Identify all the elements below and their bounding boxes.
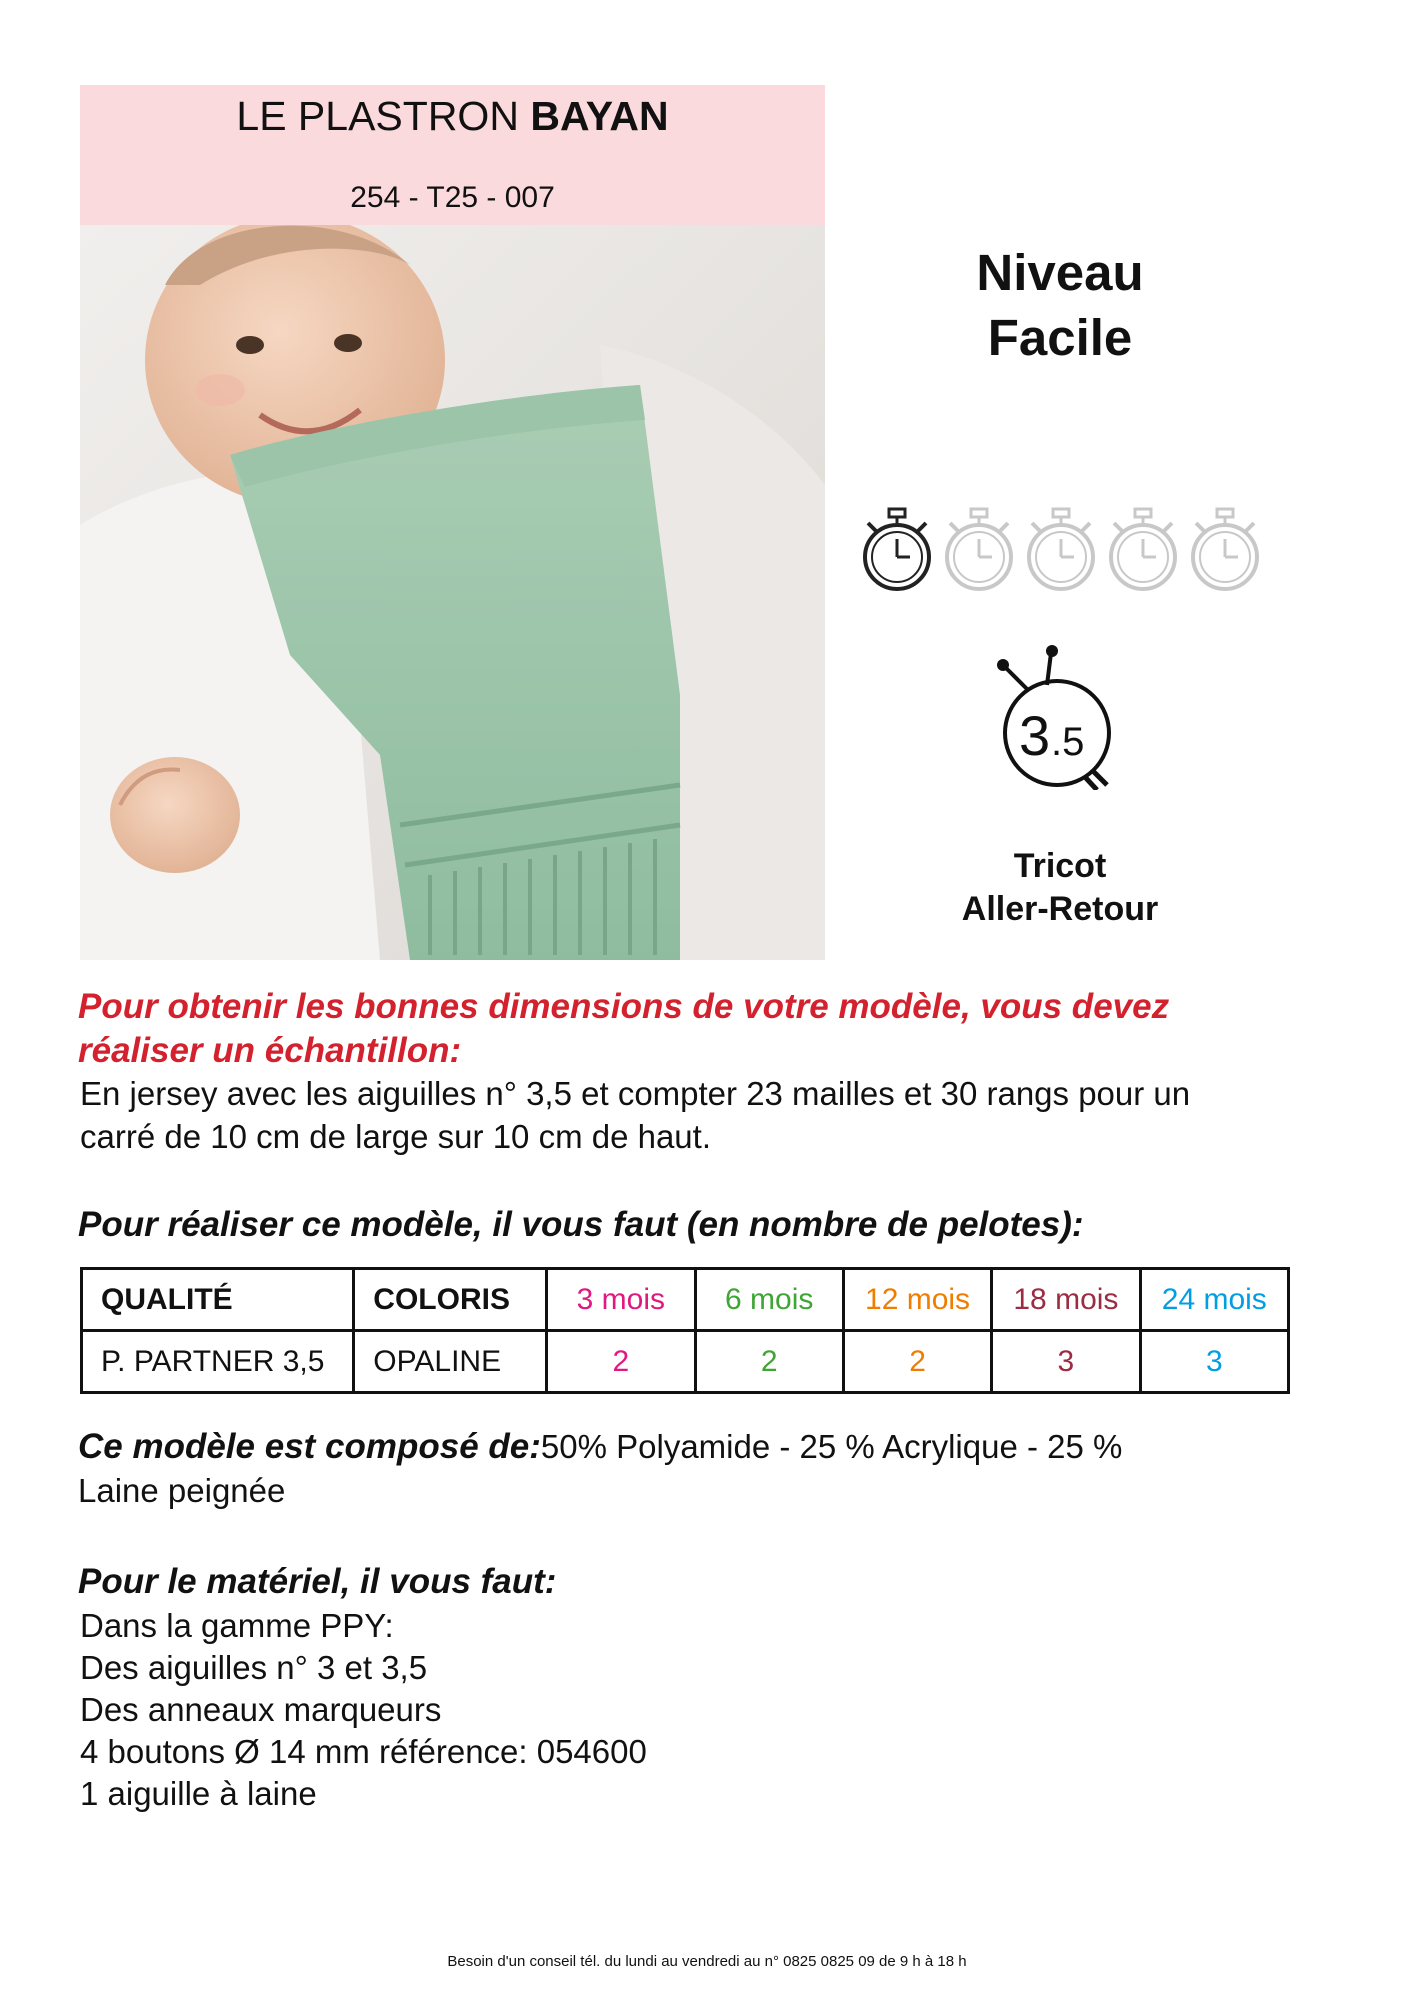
composition (78, 1424, 1122, 1512)
cell-qty-18m: 3 (992, 1331, 1140, 1393)
cell-color: OPALINE (354, 1331, 547, 1393)
yarn-table (80, 1267, 1290, 1394)
gauge-text-line1: En jersey avec les aiguilles n° 3,5 et compter 23 mailles et 30 rangs pour un (80, 1075, 1191, 1112)
cell-quality: P. PARTNER 3,5 (82, 1331, 354, 1393)
header-size-3m: 3 mois (547, 1269, 695, 1331)
cell-qty-24m: 3 (1140, 1331, 1288, 1393)
materials-title: Pour réaliser ce modèle, il vous faut (en nombre de pelotes): (78, 1205, 1084, 1244)
difficulty-rating (856, 505, 1266, 595)
pattern-title (80, 90, 825, 143)
level-label: Niveau (976, 244, 1144, 301)
list-item: Des aiguilles n° 3 et 3,5 (80, 1648, 428, 1686)
list-item: 1 aiguille à laine (80, 1774, 317, 1812)
equipment-title: Pour le matériel, il vous faut: (78, 1562, 557, 1601)
header-size-6m: 6 mois (695, 1269, 843, 1331)
gauge-title (78, 985, 1169, 1073)
stopwatch-icon-filled (856, 505, 938, 595)
title-name: BAYAN (530, 93, 669, 139)
product-photo (80, 225, 825, 960)
gauge-title-line1: Pour obtenir les bonnes dimensions de votre modèle, vous devez (78, 987, 1170, 1026)
header-size-12m: 12 mois (843, 1269, 991, 1331)
header-size-18m: 18 mois (992, 1269, 1140, 1331)
knitting-technique (900, 845, 1220, 930)
gauge-text-line2: carré de 10 cm de large sur 10 cm de haut. (80, 1117, 711, 1155)
stopwatch-icon-empty (1184, 505, 1266, 595)
stopwatch-icon-empty (1020, 505, 1102, 595)
cell-qty-12m: 2 (843, 1331, 991, 1393)
needle-size-main: 3 (1019, 704, 1051, 767)
difficulty-level (880, 240, 1240, 371)
technique-line2: Aller-Retour (961, 889, 1159, 928)
knitting-needle-size-icon (985, 645, 1125, 790)
header-box (80, 85, 825, 225)
list-item: 4 boutons Ø 14 mm référence: 054600 (80, 1732, 647, 1770)
baby-vest-illustration (80, 225, 825, 960)
title-prefix: LE PLASTRON (236, 93, 519, 139)
footer-contact: Besoin d'un conseil tél. du lundi au vendredi au n° 0825 0825 09 de 9 h à 18 h (447, 1953, 967, 1970)
table-row (82, 1331, 1289, 1393)
composition-text-line1: 50% Polyamide - 25 % Acrylique - 25 % (540, 1428, 1123, 1465)
pattern-reference: 254 - T25 - 007 (350, 181, 555, 214)
equipment-list (80, 1605, 647, 1815)
stopwatch-icon-empty (938, 505, 1020, 595)
cell-qty-3m: 2 (547, 1331, 695, 1393)
header-quality: QUALITÉ (82, 1269, 354, 1331)
needle-size-decimal: .5 (1051, 720, 1085, 764)
composition-label: Ce modèle est composé de: (78, 1427, 541, 1466)
gauge-text (80, 1073, 1190, 1159)
stopwatch-icon-empty (1102, 505, 1184, 595)
header-color: COLORIS (354, 1269, 547, 1331)
composition-text-line2: Laine peignée (78, 1471, 286, 1509)
cell-qty-6m: 2 (695, 1331, 843, 1393)
table-header-row (82, 1269, 1289, 1331)
level-value: Facile (987, 309, 1133, 367)
header-size-24m: 24 mois (1140, 1269, 1288, 1331)
list-item: Dans la gamme PPY: (80, 1607, 394, 1644)
gauge-title-line2: réaliser un échantillon: (78, 1030, 462, 1070)
technique-line1: Tricot (1013, 847, 1107, 885)
list-item: Des anneaux marqueurs (80, 1690, 442, 1728)
